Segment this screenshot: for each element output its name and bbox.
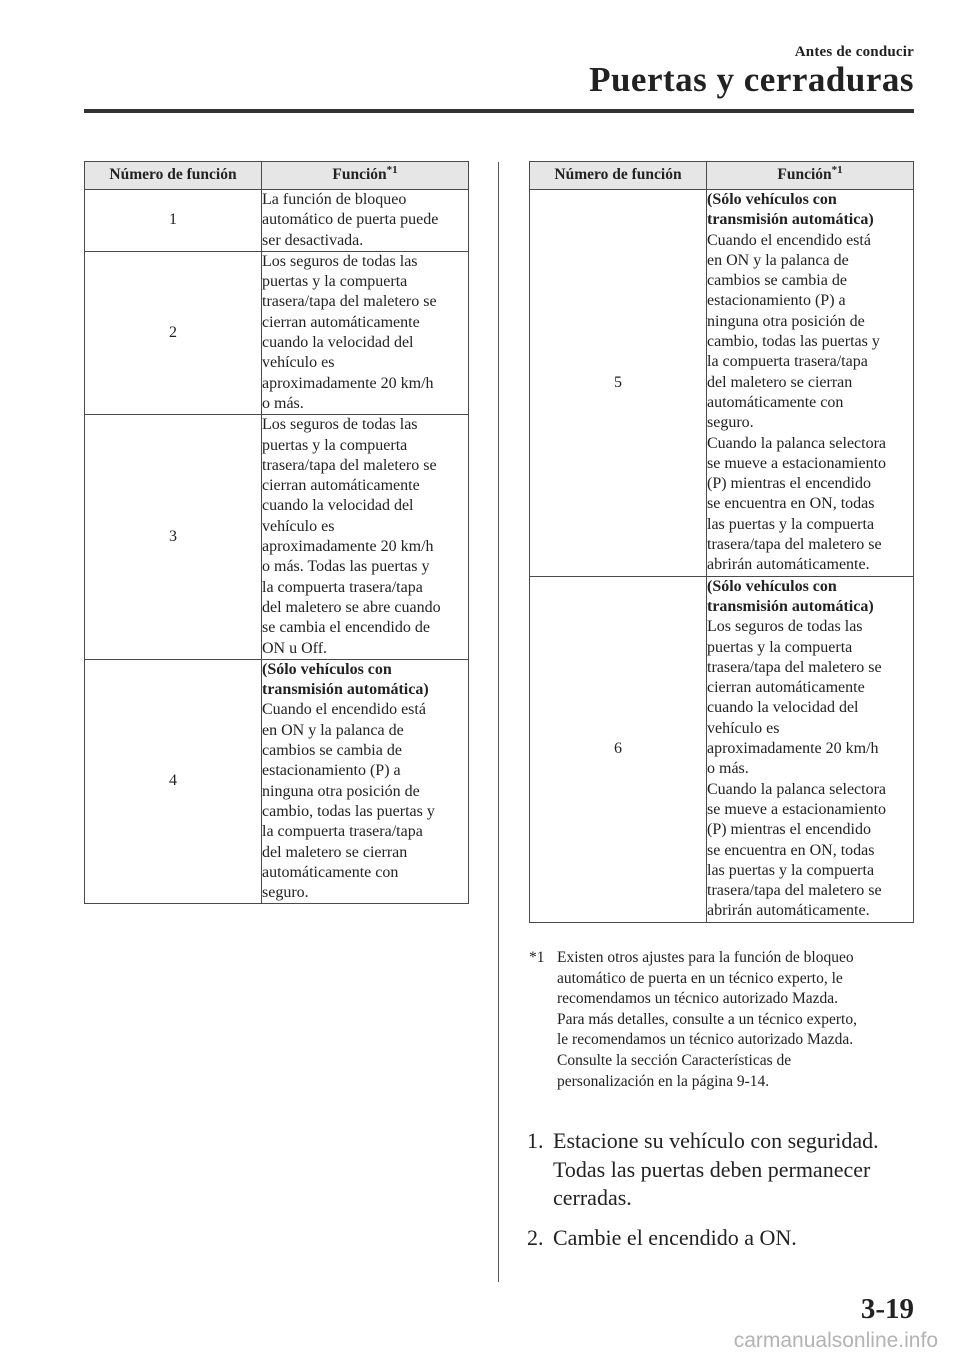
column-divider	[498, 162, 499, 1282]
function-number-cell: 2	[85, 251, 262, 414]
header-rule	[84, 109, 914, 113]
header-function-number: Número de función	[530, 162, 707, 190]
header-function-number: Número de función	[85, 162, 262, 190]
function-table-left	[84, 161, 469, 904]
function-description-cell	[262, 415, 469, 660]
table-row	[85, 190, 469, 252]
table-row	[85, 415, 469, 660]
function-number-cell: 3	[85, 415, 262, 660]
description-text: Los seguros de todas las puertas y la compuerta trasera/tapa del maletero se cierran automáticamente cuando la velocidad del vehículo es aproximadamente 20 km/h o más. Cuando la palanca selectora se mueve a estacionamiento (P) mientras el encendido se encuentra en ON, todas las puertas y la compuerta trasera/tapa del maletero se abrirán automáticamente.	[707, 618, 887, 920]
step-2	[527, 1224, 927, 1253]
function-description-cell	[262, 251, 469, 414]
description-text: Cuando el encendido está en ON y la palanca de cambios se cambia de estacionamiento (P) a ninguna otra posición de cambio, todas las puertas y la compuerta trasera/tapa del maletero se cierran automáticamente con seguro. Cuando la palanca selectora se mueve a estacionamiento (P) mientras el encendido se encuentra en ON, todas las puertas y la compuerta trasera/tapa del maletero se abrirán automáticamente.	[707, 231, 887, 574]
footnote-mark: *1	[529, 949, 545, 966]
function-number-cell: 4	[85, 659, 262, 904]
footnote-ref: *1	[386, 164, 398, 177]
function-description-cell	[262, 659, 469, 904]
step-1	[527, 1127, 927, 1213]
description-text: Los seguros de todas las puertas y la compuerta trasera/tapa del maletero se cierran automáticamente cuando la velocidad del vehículo es aproximadamente 20 km/h o más. Todas las puertas y la compuerta trasera/tapa del maletero se abre cuando se cambia el encendido de ON u Off.	[262, 416, 441, 657]
right-table-body	[530, 190, 914, 923]
table-row	[530, 576, 914, 922]
function-description-cell	[707, 576, 914, 922]
function-number-cell: 6	[530, 576, 707, 922]
footnote-text: Existen otros ajustes para la función de bloqueo automático de puerta en un técnico experto, le recomendamos un técnico autorizado Mazda. Para más detalles, consulte a un técnico experto, le recomendamos un técnico autorizado Mazda. Consulte la sección Características de personalización en la página 9-14.	[557, 949, 857, 1090]
left-table-body	[85, 190, 469, 904]
description-condition: (Sólo vehículos con transmisión automática)	[262, 660, 429, 699]
step-number: 2.	[527, 1224, 544, 1250]
description-text: Los seguros de todas las puertas y la compuerta trasera/tapa del maletero se cierran automáticamente cuando la velocidad del vehículo es aproximadamente 20 km/h o más.	[262, 252, 437, 412]
page-number: 3-19	[860, 1293, 914, 1325]
function-number-cell: 5	[530, 190, 707, 577]
table-row	[85, 251, 469, 414]
function-number-cell: 1	[85, 190, 262, 252]
header-function: Función$^{*1}$	[262, 162, 469, 190]
table-header-row	[85, 162, 469, 190]
table-header-row	[530, 162, 914, 190]
description-condition: (Sólo vehículos con transmisión automática)	[707, 191, 874, 229]
function-description-cell	[262, 190, 469, 252]
table-row	[530, 190, 914, 577]
description-condition: (Sólo vehículos con transmisión automática)	[707, 577, 874, 615]
description-text: Cuando el encendido está en ON y la palanca de cambios se cambia de estacionamiento (P) a ninguna otra posición de cambio, todas las puertas y la compuerta trasera/tapa del maletero se cierran automáticamente con seguro.	[262, 701, 435, 902]
step-text: Estacione su vehículo con seguridad. Todas las puertas deben permanecer cerradas.	[553, 1128, 879, 1210]
header-function: Función$^{*1}$	[707, 162, 914, 190]
step-text: Cambie el encendido a ON.	[553, 1224, 797, 1250]
function-description-cell	[707, 190, 914, 577]
step-number: 1.	[527, 1128, 544, 1153]
footnote	[529, 948, 919, 1092]
footnote-ref: *1	[831, 164, 843, 177]
page-title: Puertas y cerraduras	[589, 60, 914, 99]
header-section-label: Antes de conducir	[794, 44, 914, 60]
procedure-steps	[527, 1127, 927, 1263]
table-row	[85, 659, 469, 904]
function-table-right	[529, 161, 914, 923]
watermark-text: carmanualsonline.info	[733, 1329, 938, 1352]
description-text: La función de bloqueo automático de puerta puede ser desactivada.	[262, 191, 439, 249]
